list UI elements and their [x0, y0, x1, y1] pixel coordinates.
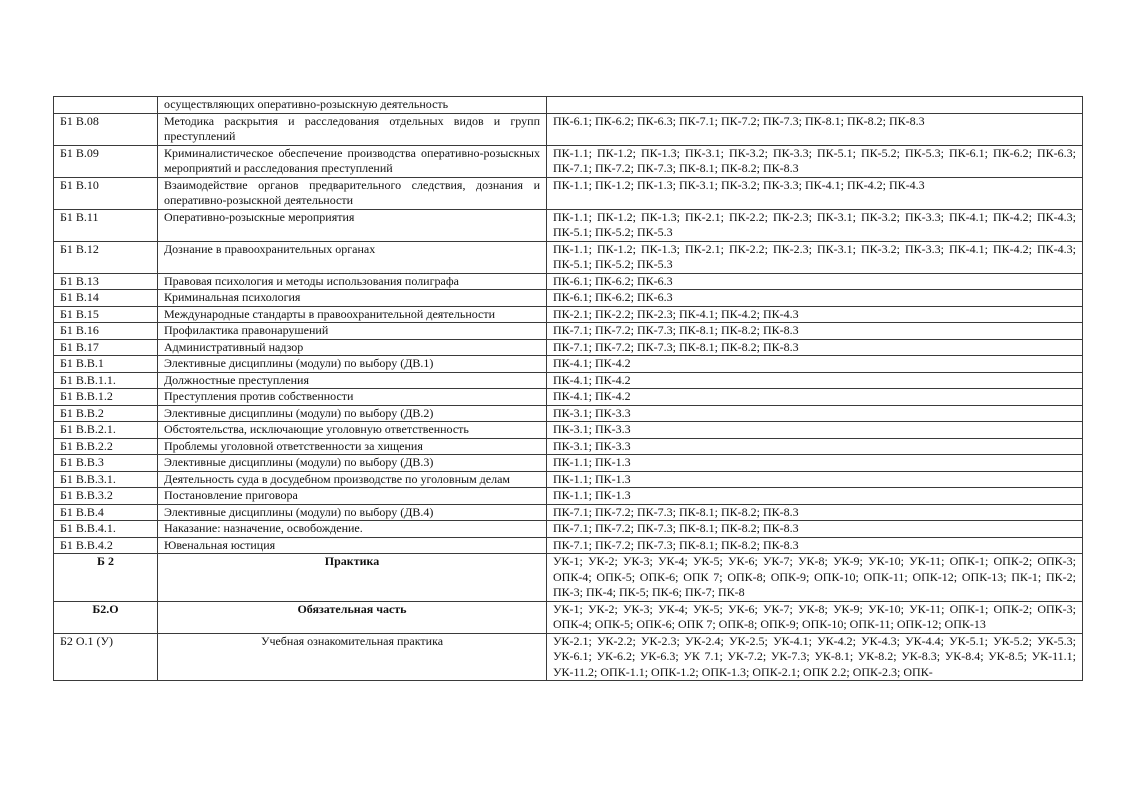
discipline-name-cell: Должностные преступления [158, 372, 547, 389]
document-page [53, 96, 1083, 681]
competencies-cell: УК-2.1; УК-2.2; УК-2.3; УК-2.4; УК-2.5; УК-4.1; УК-4.2; УК-4.3; УК-4.4; УК-5.1; УК-5.2; УК-5.3; УК-6.1; УК-6.2; УК-6.3; УК 7.1; УК-7.2; УК-7.3; УК-8.1; УК-8.2; УК-8.3; УК-8.4; УК-8.5; УК-11.1; УК-11.2; ОПК-1.1; ОПК-1.2; ОПК-1.3; ОПК-2.1; ОПК 2.2; ОПК-2.3; ОПК- [547, 633, 1083, 681]
competencies-cell: ПК-1.1; ПК-1.3 [547, 471, 1083, 488]
competencies-cell: ПК-6.1; ПК-6.2; ПК-6.3 [547, 290, 1083, 307]
table-row [54, 97, 1083, 114]
table-row [54, 177, 1083, 209]
table-row [54, 273, 1083, 290]
code-cell: Б1 В.В.4.1. [54, 521, 158, 538]
discipline-name-cell: Проблемы уголовной ответственности за хищения [158, 438, 547, 455]
table-row [54, 504, 1083, 521]
code-cell: Б1 В.В.3 [54, 455, 158, 472]
competencies-cell: УК-1; УК-2; УК-3; УК-4; УК-5; УК-6; УК-7; УК-8; УК-9; УК-10; УК-11; ОПК-1; ОПК-2; ОПК-3; ОПК-4; ОПК-5; ОПК-6; ОПК 7; ОПК-8; ОПК-9; ОПК-10; ОПК-11; ОПК-12; ОПК-13 [547, 601, 1083, 633]
code-cell: Б1 В.В.4.2 [54, 537, 158, 554]
table-row [54, 471, 1083, 488]
code-cell: Б1 В.15 [54, 306, 158, 323]
discipline-name-cell: Учебная ознакомительная практика [158, 633, 547, 681]
code-cell: Б1 В.В.2.1. [54, 422, 158, 439]
competency-matrix-table [53, 96, 1083, 681]
competencies-cell: ПК-7.1; ПК-7.2; ПК-7.3; ПК-8.1; ПК-8.2; ПК-8.3 [547, 537, 1083, 554]
competencies-cell: ПК-1.1; ПК-1.2; ПК-1.3; ПК-2.1; ПК-2.2; ПК-2.3; ПК-3.1; ПК-3.2; ПК-3.3; ПК-4.1; ПК-4.2; ПК-4.3; ПК-5.1; ПК-5.2; ПК-5.3 [547, 209, 1083, 241]
competencies-cell: ПК-1.1; ПК-1.2; ПК-1.3; ПК-3.1; ПК-3.2; ПК-3.3; ПК-4.1; ПК-4.2; ПК-4.3 [547, 177, 1083, 209]
table-row [54, 633, 1083, 681]
code-cell: Б1 В.В.2.2 [54, 438, 158, 455]
table-row [54, 455, 1083, 472]
discipline-name-cell: Ювенальная юстиция [158, 537, 547, 554]
discipline-name-cell: Правовая психология и методы использования полиграфа [158, 273, 547, 290]
discipline-name-cell: Криминалистическое обеспечение производства оперативно-розыскных мероприятий и расследования преступлений [158, 145, 547, 177]
discipline-name-cell: Элективные дисциплины (модули) по выбору (ДВ.4) [158, 504, 547, 521]
discipline-name-cell: Элективные дисциплины (модули) по выбору (ДВ.3) [158, 455, 547, 472]
competencies-cell: ПК-3.1; ПК-3.3 [547, 422, 1083, 439]
code-cell: Б1 В.14 [54, 290, 158, 307]
competencies-cell: ПК-7.1; ПК-7.2; ПК-7.3; ПК-8.1; ПК-8.2; ПК-8.3 [547, 521, 1083, 538]
competencies-cell: ПК-4.1; ПК-4.2 [547, 389, 1083, 406]
code-cell: Б1 В.10 [54, 177, 158, 209]
competencies-cell: ПК-4.1; ПК-4.2 [547, 356, 1083, 373]
discipline-name-cell: осуществляющих оперативно-розыскную деятельность [158, 97, 547, 114]
competencies-cell: ПК-7.1; ПК-7.2; ПК-7.3; ПК-8.1; ПК-8.2; ПК-8.3 [547, 323, 1083, 340]
table-row [54, 145, 1083, 177]
competencies-cell: ПК-7.1; ПК-7.2; ПК-7.3; ПК-8.1; ПК-8.2; ПК-8.3 [547, 339, 1083, 356]
discipline-name-cell: Международные стандарты в правоохранительной деятельности [158, 306, 547, 323]
code-cell: Б1 В.В.1.1. [54, 372, 158, 389]
code-cell: Б1 В.08 [54, 113, 158, 145]
discipline-name-cell: Обязательная часть [158, 601, 547, 633]
discipline-name-cell: Методика раскрытия и расследования отдельных видов и групп преступлений [158, 113, 547, 145]
competencies-cell: ПК-6.1; ПК-6.2; ПК-6.3; ПК-7.1; ПК-7.2; ПК-7.3; ПК-8.1; ПК-8.2; ПК-8.3 [547, 113, 1083, 145]
code-cell: Б1 В.11 [54, 209, 158, 241]
code-cell: Б 2 [54, 554, 158, 602]
table-row [54, 488, 1083, 505]
discipline-name-cell: Постановление приговора [158, 488, 547, 505]
discipline-name-cell: Наказание: назначение, освобождение. [158, 521, 547, 538]
code-cell: Б1 В.09 [54, 145, 158, 177]
discipline-name-cell: Криминальная психология [158, 290, 547, 307]
table-row [54, 290, 1083, 307]
competencies-cell: ПК-6.1; ПК-6.2; ПК-6.3 [547, 273, 1083, 290]
table-row [54, 601, 1083, 633]
competencies-cell: ПК-7.1; ПК-7.2; ПК-7.3; ПК-8.1; ПК-8.2; ПК-8.3 [547, 504, 1083, 521]
discipline-name-cell: Взаимодействие органов предварительного следствия, дознания и оперативно-розыскной деятельности [158, 177, 547, 209]
competencies-cell: ПК-3.1; ПК-3.3 [547, 438, 1083, 455]
competencies-cell: УК-1; УК-2; УК-3; УК-4; УК-5; УК-6; УК-7; УК-8; УК-9; УК-10; УК-11; ОПК-1; ОПК-2; ОПК-3; ОПК-4; ОПК-5; ОПК-6; ОПК 7; ОПК-8; ОПК-9; ОПК-10; ОПК-11; ОПК-12; ОПК-13; ПК-1; ПК-2; ПК-3; ПК-4; ПК-5; ПК-6; ПК-7; ПК-8 [547, 554, 1083, 602]
table-row [54, 554, 1083, 602]
discipline-name-cell: Практика [158, 554, 547, 602]
code-cell: Б1 В.В.2 [54, 405, 158, 422]
code-cell: Б1 В.16 [54, 323, 158, 340]
code-cell: Б1 В.В.1 [54, 356, 158, 373]
competencies-cell: ПК-2.1; ПК-2.2; ПК-2.3; ПК-4.1; ПК-4.2; ПК-4.3 [547, 306, 1083, 323]
code-cell: Б2.О [54, 601, 158, 633]
table-row [54, 339, 1083, 356]
table-row [54, 422, 1083, 439]
code-cell: Б1 В.В.4 [54, 504, 158, 521]
code-cell: Б1 В.В.3.2 [54, 488, 158, 505]
table-row [54, 241, 1083, 273]
table-row [54, 306, 1083, 323]
discipline-name-cell: Элективные дисциплины (модули) по выбору (ДВ.1) [158, 356, 547, 373]
code-cell: Б1 В.13 [54, 273, 158, 290]
discipline-name-cell: Элективные дисциплины (модули) по выбору (ДВ.2) [158, 405, 547, 422]
code-cell: Б1 В.17 [54, 339, 158, 356]
table-row [54, 209, 1083, 241]
table-row [54, 356, 1083, 373]
code-cell: Б2 О.1 (У) [54, 633, 158, 681]
competencies-cell: ПК-1.1; ПК-1.2; ПК-1.3; ПК-3.1; ПК-3.2; ПК-3.3; ПК-5.1; ПК-5.2; ПК-5.3; ПК-6.1; ПК-6.2; ПК-6.3; ПК-7.1; ПК-7.2; ПК-7.3; ПК-8.1; ПК-8.2; ПК-8.3 [547, 145, 1083, 177]
discipline-name-cell: Административный надзор [158, 339, 547, 356]
competencies-cell [547, 97, 1083, 114]
code-cell [54, 97, 158, 114]
discipline-name-cell: Профилактика правонарушений [158, 323, 547, 340]
discipline-name-cell: Обстоятельства, исключающие уголовную ответственность [158, 422, 547, 439]
competencies-cell: ПК-4.1; ПК-4.2 [547, 372, 1083, 389]
table-row [54, 323, 1083, 340]
code-cell: Б1 В.12 [54, 241, 158, 273]
code-cell: Б1 В.В.1.2 [54, 389, 158, 406]
competencies-cell: ПК-1.1; ПК-1.3 [547, 455, 1083, 472]
table-row [54, 389, 1083, 406]
table-row [54, 372, 1083, 389]
code-cell: Б1 В.В.3.1. [54, 471, 158, 488]
table-row [54, 438, 1083, 455]
table-row [54, 537, 1083, 554]
discipline-name-cell: Оперативно-розыскные мероприятия [158, 209, 547, 241]
discipline-name-cell: Дознание в правоохранительных органах [158, 241, 547, 273]
competencies-cell: ПК-1.1; ПК-1.2; ПК-1.3; ПК-2.1; ПК-2.2; ПК-2.3; ПК-3.1; ПК-3.2; ПК-3.3; ПК-4.1; ПК-4.2; ПК-4.3; ПК-5.1; ПК-5.2; ПК-5.3 [547, 241, 1083, 273]
discipline-name-cell: Деятельность суда в досудебном производстве по уголовным делам [158, 471, 547, 488]
table-row [54, 521, 1083, 538]
competencies-cell: ПК-3.1; ПК-3.3 [547, 405, 1083, 422]
table-row [54, 405, 1083, 422]
discipline-name-cell: Преступления против собственности [158, 389, 547, 406]
table-row [54, 113, 1083, 145]
competencies-cell: ПК-1.1; ПК-1.3 [547, 488, 1083, 505]
